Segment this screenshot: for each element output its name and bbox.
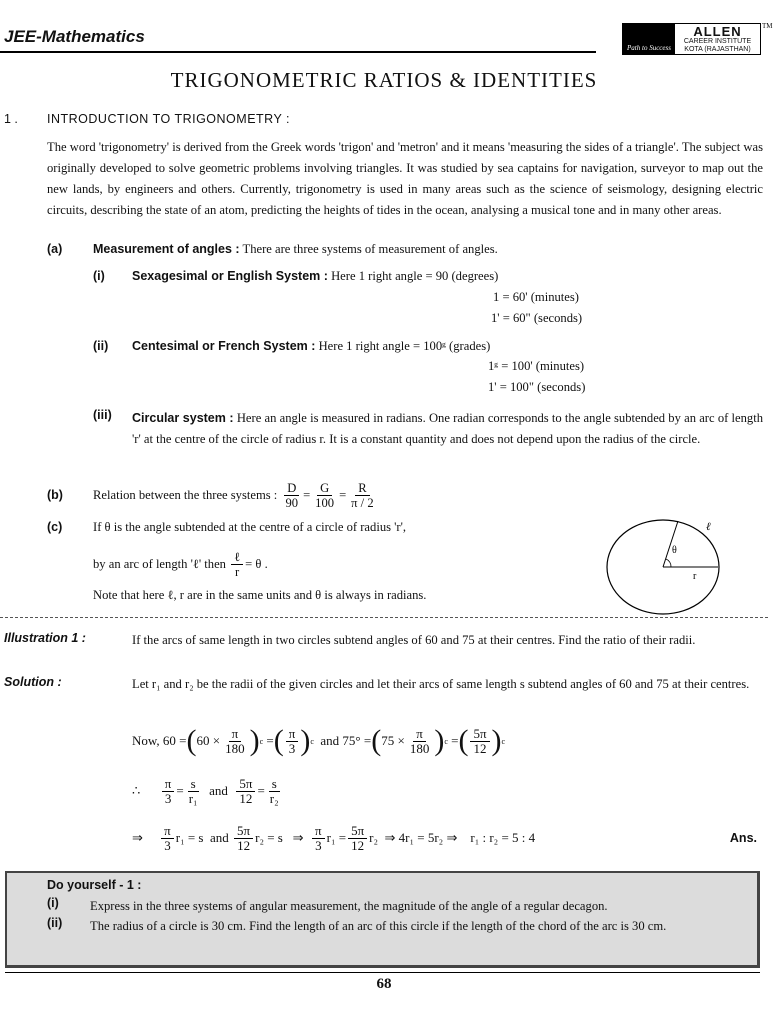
a-iii-text: Here an angle is measured in radians. One radian corresponds to the angle subtended by an arc of length 'r' at the centre of the circle of radius r. It is a constant quantity and does not depend upon the radius of the circle. bbox=[132, 411, 764, 446]
answer-label: Ans. bbox=[729, 831, 757, 845]
header-divider bbox=[0, 51, 596, 53]
a-iii-label: (iii) bbox=[93, 408, 112, 422]
car-logo-icon bbox=[623, 24, 675, 54]
r1-eq: r₁ = bbox=[326, 830, 347, 845]
sixty-times: 60 × bbox=[196, 733, 221, 748]
part-a-heading: Measurement of angles : bbox=[93, 242, 240, 256]
illustration-label: Illustration 1 : bbox=[4, 631, 86, 645]
part-c-note: Note that here ℓ, r are in the same units and θ is always in radians. bbox=[93, 588, 427, 602]
logo-brand: ALLEN bbox=[693, 23, 742, 39]
dy-item-text-2: The radius of a circle is 30 cm. Find the length of an arc of this circle if the length of the chord of the arc is 30 cm. bbox=[90, 919, 667, 933]
allen-logo bbox=[622, 23, 761, 55]
dy-item-text-1: Express in the three systems of angular measurement, the magnitude of the angle of a regular decagon. bbox=[90, 899, 608, 913]
frac-s-r2: $\frac{s}{\text{r₂}}$ bbox=[269, 775, 279, 806]
dy-item-label-1: (i) bbox=[47, 896, 59, 910]
frac-l-r: $\frac{\text{ℓ}}{r}$ bbox=[231, 550, 243, 579]
subject-header: JEE-Mathematics bbox=[4, 27, 145, 46]
frac-pi-180-b: $\frac{\pi}{180}$ bbox=[409, 725, 430, 756]
frac-pi-3: $\frac{\pi}{3}$ bbox=[286, 727, 299, 756]
frac-d-90: $\frac{D}{90}$ bbox=[285, 480, 299, 510]
intro-paragraph: The word 'trigonometry' is derived from the Greek words 'trigon' and 'metron' and it means 'measuring the sides of a triangle'. The subject was originally developed to solve geometric problems involving triangles. It was studied by sea captains for navigation, surveyor to map out the new lands, by engineers and others. Currently, trigonometry is used in many areas such as the science of seismology, designing electric circuits, describing the state of an atom, predicting the heights of tides in the ocean, analysing a musical tone and in many other areas. bbox=[47, 140, 763, 217]
and-text-2: and bbox=[209, 783, 228, 798]
solution-label: Solution : bbox=[4, 675, 62, 689]
r2-term: r₂ bbox=[369, 830, 379, 845]
ratio-result: r₁ : r₂ = 5 : 4 bbox=[470, 830, 536, 845]
frac-pi3-b: $\frac{\pi}{3}$ bbox=[161, 824, 174, 853]
logo-sub2: KOTA (RAJASTHAN) bbox=[684, 45, 751, 53]
implies-3: ⇒ 4r₁ = 5r₂ ⇒ bbox=[384, 830, 458, 845]
circle-diagram bbox=[605, 515, 725, 615]
frac-5pi12-b: $\frac{5\pi}{12}$ bbox=[234, 824, 253, 853]
section-number: 1 . bbox=[4, 112, 18, 126]
and-text-3: and bbox=[210, 830, 229, 845]
page-number: 68 bbox=[376, 976, 392, 992]
part-c-eq: = θ . bbox=[245, 556, 268, 571]
frac-g-100: $\frac{G}{100}$ bbox=[315, 480, 335, 510]
implies-2: ⇒ bbox=[292, 830, 304, 845]
frac-s-r1: $\frac{s}{\text{r₁}}$ bbox=[188, 775, 198, 806]
dy-item-label-2: (ii) bbox=[47, 916, 63, 930]
frac-pi-180: $\frac{\pi}{180}$ bbox=[225, 725, 245, 756]
a-ii-line3: 1' = 100" (seconds) bbox=[488, 380, 586, 394]
a-i-line3: 1' = 60" (seconds) bbox=[491, 311, 583, 325]
part-c-line2: by an arc of length 'ℓ' then bbox=[93, 556, 226, 571]
part-a-label: (a) bbox=[47, 242, 63, 256]
solution-line1: Let r₁ and r₂ be the radii of the given circles and let their arcs of same length s subtend angles of 60 and 75 at their centres. bbox=[132, 677, 750, 691]
a-ii-label: (ii) bbox=[93, 339, 109, 353]
part-a-text: There are three systems of measurement of angles. bbox=[242, 242, 498, 256]
frac-r-pi2: $\frac{R}{\pi / 2}$ bbox=[351, 480, 374, 510]
frac-pi3-c: $\frac{\pi}{3}$ bbox=[312, 824, 325, 853]
fig-label-r: r bbox=[693, 571, 697, 582]
seventyfive-times: 75 × bbox=[381, 733, 405, 748]
page-title: TRIGONOMETRIC RATIOS & IDENTITIES bbox=[170, 68, 598, 92]
a-i-line2: 1 = 60' (minutes) bbox=[493, 290, 579, 304]
r2-eq-s: r₂ = s bbox=[255, 830, 283, 845]
r1-eq-s: r₁ = s bbox=[175, 830, 204, 845]
a-ii-line1: Here 1 right angle = 100ᵍ (grades) bbox=[318, 339, 491, 353]
frac-5pi12-c: $\frac{5\pi}{12}$ bbox=[348, 824, 367, 853]
a-ii-heading: Centesimal or French System : bbox=[132, 339, 316, 353]
and-text: and 75° = bbox=[320, 733, 372, 748]
a-i-heading: Sexagesimal or English System : bbox=[132, 269, 328, 283]
part-c-label: (c) bbox=[47, 520, 63, 534]
part-b-text: Relation between the three systems : bbox=[93, 487, 278, 502]
part-c-line1: If θ is the angle subtended at the centre of a circle of radius 'r', bbox=[93, 520, 407, 534]
section-divider bbox=[0, 617, 768, 618]
footer-line bbox=[5, 972, 760, 973]
frac-5pi12-a: $\frac{5\pi}{12}$ bbox=[236, 777, 255, 806]
fig-label-theta: θ bbox=[672, 545, 677, 556]
section-heading: INTRODUCTION TO TRIGONOMETRY : bbox=[47, 112, 291, 126]
a-i-label: (i) bbox=[93, 269, 105, 283]
do-yourself-heading: Do yourself - 1 : bbox=[47, 878, 142, 892]
implies-1: ⇒ bbox=[132, 830, 143, 845]
therefore-symbol: ∴ bbox=[132, 783, 141, 798]
a-ii-line2: 1ᵍ = 100' (minutes) bbox=[488, 359, 585, 373]
a-i-line1: Here 1 right angle = 90 (degrees) bbox=[331, 269, 499, 283]
illustration-text: If the arcs of same length in two circles subtend angles of 60 and 75 at their centres. Find the ratio of their radii. bbox=[132, 633, 696, 647]
logo-sub1: CAREER INSTITUTE bbox=[683, 37, 752, 45]
frac-5pi-12: $\frac{5\pi}{12}$ bbox=[470, 727, 489, 756]
logo-tagline: Path to Success bbox=[627, 44, 671, 52]
frac-pi3-a: $\frac{\pi}{3}$ bbox=[162, 777, 175, 806]
now-text: Now, 60 = bbox=[132, 733, 187, 748]
a-iii-heading: Circular system : bbox=[132, 411, 234, 425]
part-b-label: (b) bbox=[47, 488, 63, 502]
fig-label-l: ℓ bbox=[706, 521, 711, 533]
trademark: TM bbox=[762, 22, 773, 30]
